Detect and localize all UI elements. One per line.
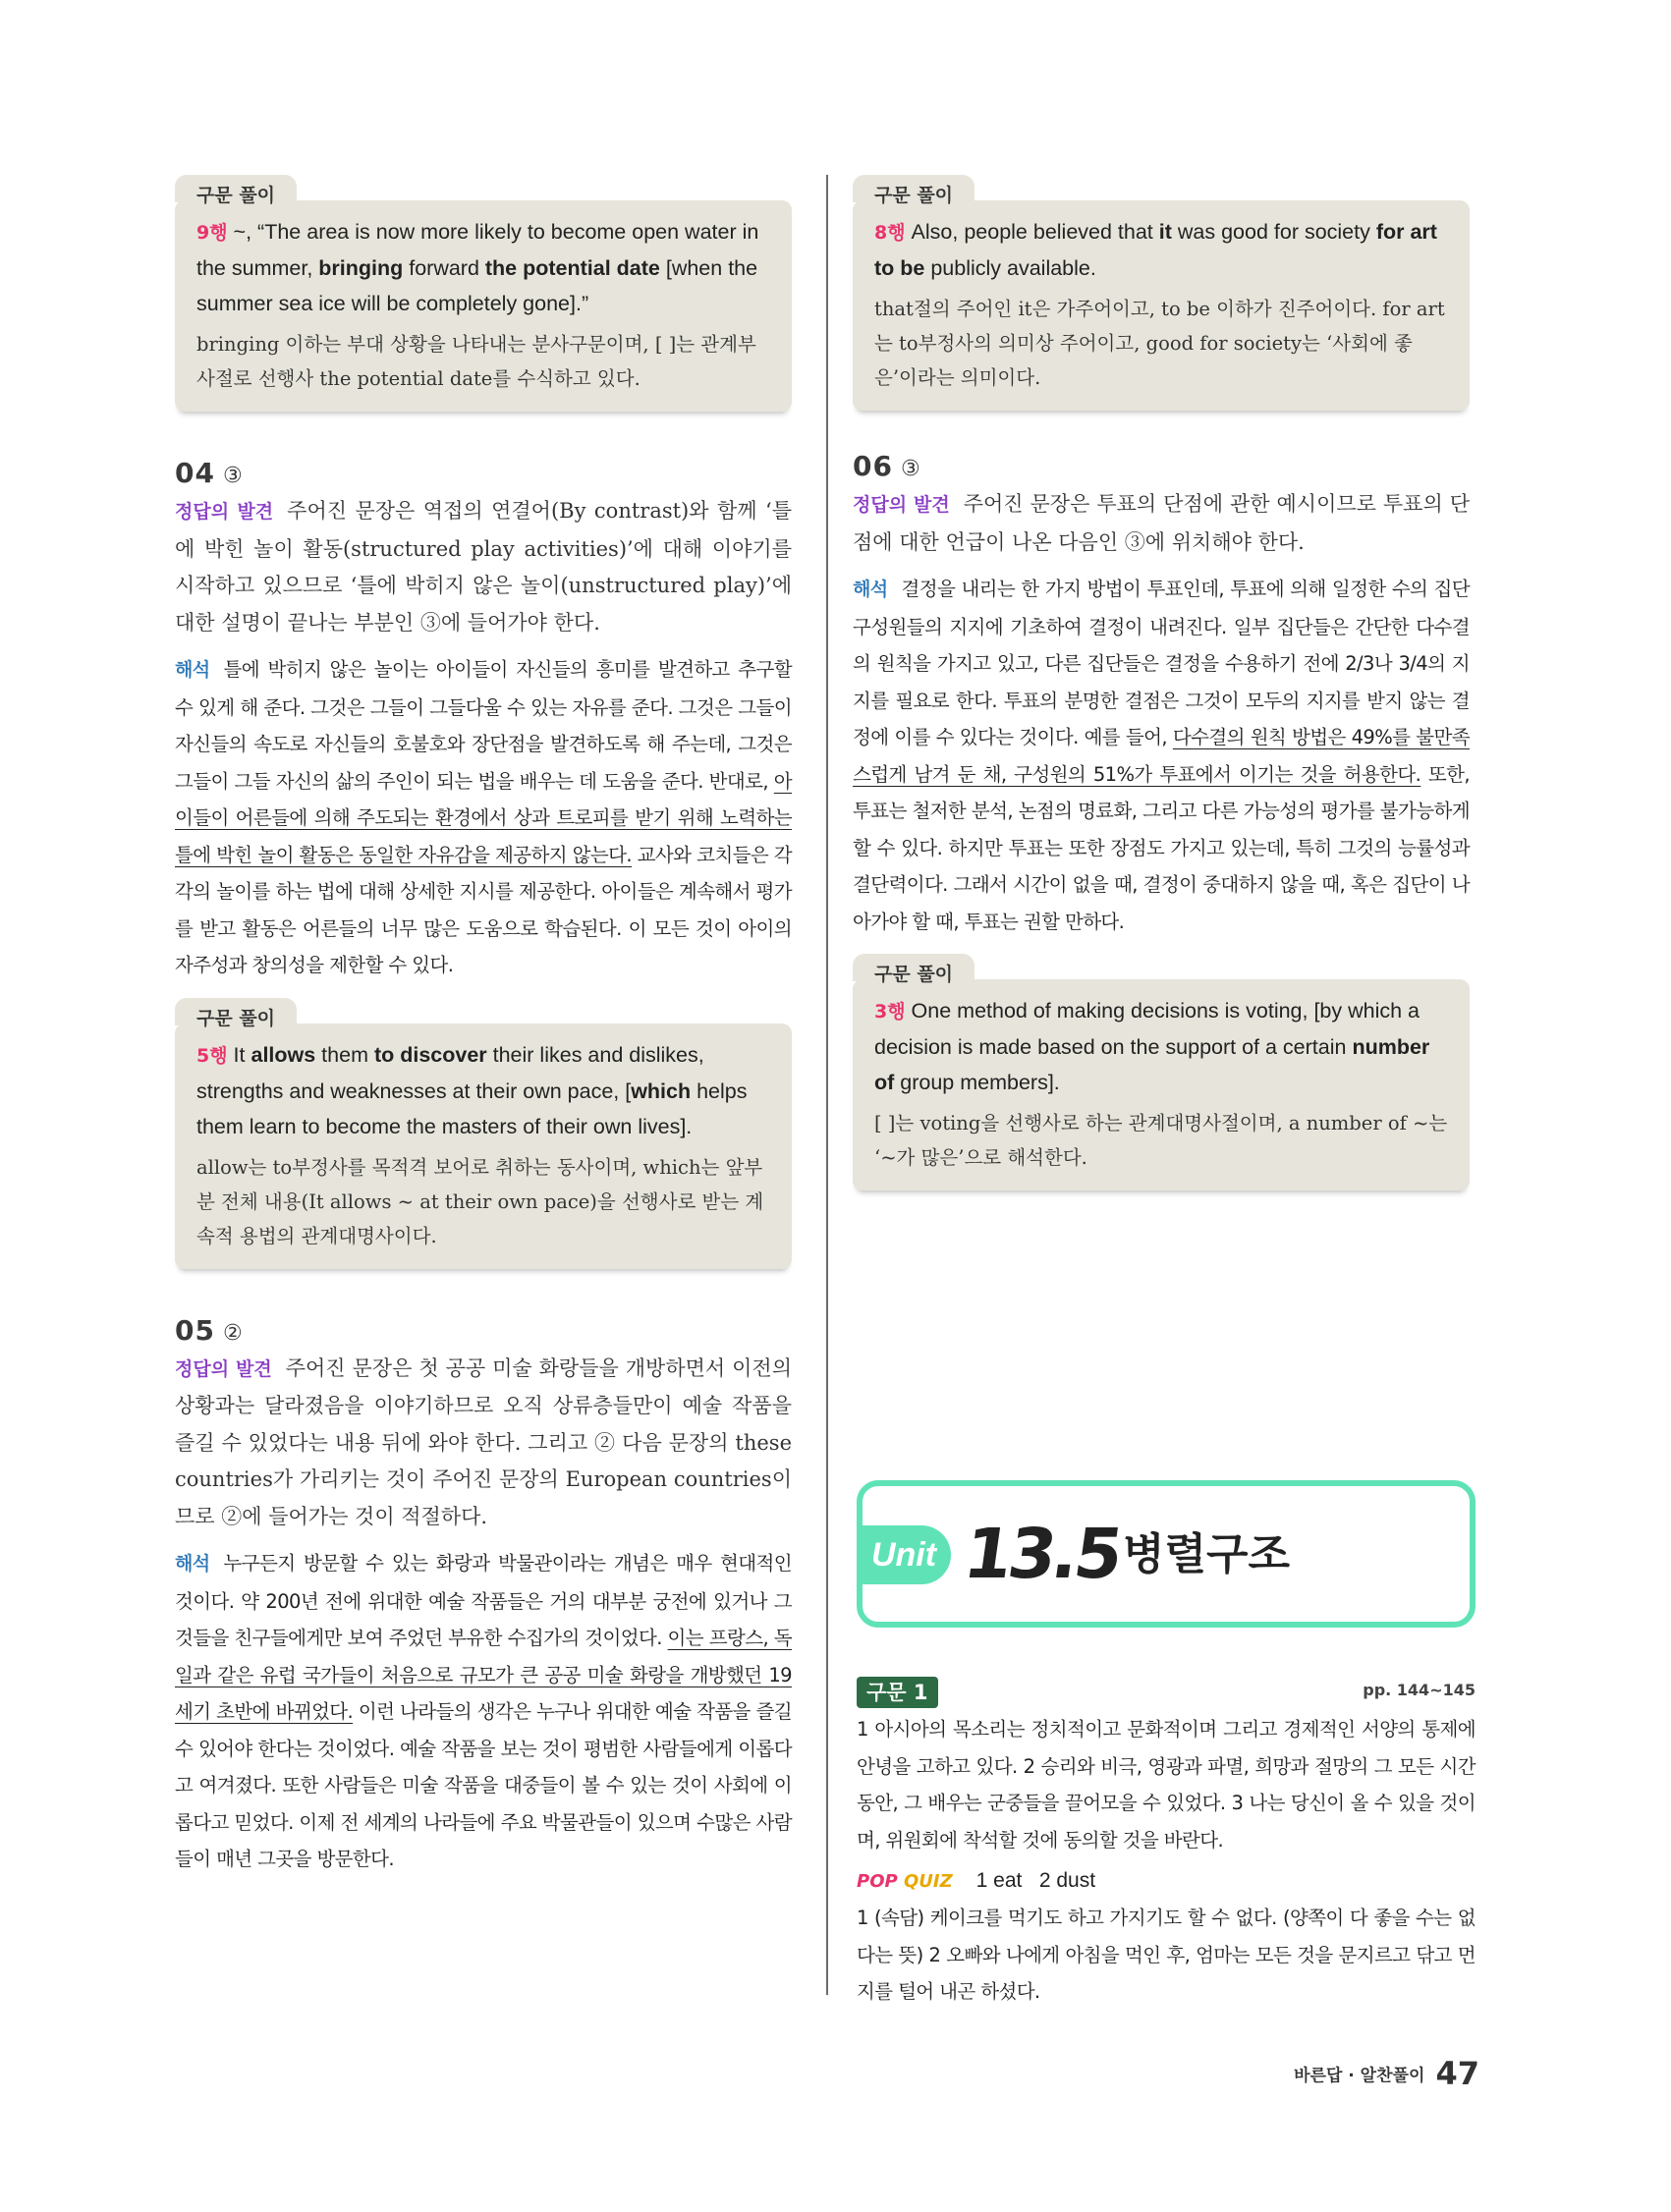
syntax-box-q05 bbox=[853, 185, 1470, 411]
syntax-box-label: 구문 풀이 bbox=[175, 998, 297, 1025]
pop-quiz-answer-text: 1 eat 2 dust bbox=[975, 1869, 1096, 1892]
unit-banner bbox=[857, 1480, 1476, 1628]
syntax-korean: allow는 to부정사를 목적격 보어로 취하는 동사이며, which는 앞부분 전체 내용(It allows ~ at their own pace)을 선행사로 받는 계속적 용법의 관계대명사이다. bbox=[196, 1155, 764, 1247]
eng-text: ~, “The area is now more likely to become open water in the summer, bbox=[196, 220, 759, 280]
syntax-box-q06 bbox=[853, 964, 1470, 1190]
pop-quiz-logo-a: POP bbox=[857, 1871, 898, 1892]
syntax-korean: bringing 이하는 부대 상황을 나타내는 분사구문이며, [ ]는 관계부사절로 선행사 the potential date를 수식하고 있다. bbox=[196, 333, 756, 390]
question-number: 05 bbox=[175, 1313, 215, 1347]
eng-bold: allows bbox=[251, 1042, 316, 1067]
translation bbox=[175, 1545, 792, 1878]
translation-underlined: 이는 프랑스, 독일과 같은 유럽 국가들이 처음으로 규모가 큰 공공 미술 화랑을 개방했던 19세기 초반에 바뀌었다. bbox=[175, 1627, 793, 1723]
page-reference: pp. 144~145 bbox=[1363, 1681, 1476, 1699]
find-label: 정답의 발견 bbox=[175, 1357, 272, 1380]
eng-bold: number of bbox=[874, 1035, 1430, 1094]
question-heading bbox=[175, 1314, 792, 1347]
footer-title: 바른답 · 알찬풀이 bbox=[1294, 2066, 1425, 2086]
syntax-english bbox=[196, 214, 770, 321]
pop-quiz-answers bbox=[857, 1862, 1476, 1900]
find-text: 주어진 문장은 투표의 단점에 관한 예시이므로 투표의 단점에 대한 언급이 나온 다음인 ③에 위치해야 한다. bbox=[853, 492, 1471, 554]
syntax-box-label: 구문 풀이 bbox=[853, 954, 975, 981]
syntax-box-label: 구문 풀이 bbox=[853, 175, 975, 202]
translation-text: 결정을 내리는 한 가지 방법이 투표인데, 투표에 의해 일정한 수의 집단 구성원들의 지지에 기초하여 결정이 내려진다. 일부 집단들은 간단한 다수결의 원칙을 가지고 있고, 다른 집단들은 결정을 수용하기 전에 2/3나 3/4의 지지를 필요로 한다. 투표의 분명한 결점은 그것이 모두의 지지를 받지 않는 결정에 이를 수 있다는 것이다. 예를 들어, bbox=[853, 578, 1470, 748]
syntax-english bbox=[874, 993, 1448, 1100]
eng-text: One method of making decisions is voting, [by which a decision is made based on the support of a certain bbox=[874, 999, 1420, 1059]
eng-text: [when the summer sea ice will be completely gone].” bbox=[196, 256, 758, 315]
line-number: 9행 bbox=[196, 222, 228, 244]
eng-text: helps them learn to become the masters of their own lives]. bbox=[196, 1078, 748, 1138]
translation-text: 이런 나라들의 생각은 누구나 위대한 예술 작품을 즐길 수 있어야 한다는 것이었다. 예술 작품을 보는 것이 평범한 사람들에게 이롭다고 여겨졌다. 또한 사람들은 미술 작품을 대중들이 볼 수 있는 것이 사회에 이롭다고 믿었다. 이제 전 세계의 나라들에 주요 박물관들이 있으며 수많은 사람들이 매년 그곳을 방문한다. bbox=[175, 1700, 792, 1870]
eng-bold: to discover bbox=[373, 1042, 487, 1067]
unit-pill: Unit bbox=[857, 1525, 951, 1584]
pop-quiz-logo-b: QUIZ bbox=[903, 1871, 953, 1892]
line-number: 8행 bbox=[874, 222, 906, 244]
eng-bold: for art to be bbox=[874, 220, 1437, 280]
eng-text: It bbox=[227, 1042, 251, 1067]
page-footer bbox=[1294, 2055, 1479, 2092]
unit-section bbox=[857, 1711, 1476, 2011]
translation bbox=[853, 571, 1470, 940]
line-number: 5행 bbox=[196, 1044, 228, 1067]
eng-text: forward bbox=[403, 256, 485, 280]
translation-underlined: 다수결의 원칙 방법은 49%를 불만족스럽게 남겨 둔 채, 구성원의 51%가 투표에서 이기는 것을 허용한다. bbox=[853, 726, 1470, 786]
answer-finding bbox=[853, 486, 1470, 561]
answer-mark: ② bbox=[222, 1320, 244, 1346]
eng-bold: the potential date bbox=[484, 256, 660, 280]
translation bbox=[175, 651, 792, 984]
syntax-english bbox=[196, 1037, 770, 1144]
translation-label: 해석 bbox=[175, 659, 210, 681]
eng-bold: which bbox=[631, 1078, 692, 1103]
translation-text: 누구든지 방문할 수 있는 화랑과 박물관이라는 개념은 매우 현대적인 것이다. 약 200년 전에 위대한 예술 작품들은 거의 대부분 궁전에 있거나 그것들을 친구들에게만 보여 주었던 부유한 수집가의 것이었다. bbox=[175, 1552, 792, 1649]
eng-bold: it bbox=[1158, 220, 1172, 244]
eng-text: publicly available. bbox=[924, 256, 1096, 280]
answer-mark: ③ bbox=[900, 457, 921, 481]
gumun-row bbox=[857, 1677, 1476, 1708]
find-label: 정답의 발견 bbox=[853, 494, 950, 516]
translation-text: 틀에 박히지 않은 놀이는 아이들이 자신들의 흥미를 발견하고 추구할 수 있게 해 준다. 그것은 그들이 그들다울 수 있는 자유를 준다. 그것은 그들이 자신들의 속도로 자신들의 호불호와 장단점을 발견하도록 해 주는데, 그것은 그들이 그들 자신의 삶의 주인이 되는 법을 배우는 데 도움을 준다. 반대로, bbox=[175, 658, 792, 793]
eng-bold: bringing bbox=[318, 256, 404, 280]
eng-text: was good for society bbox=[1171, 220, 1376, 244]
gumun-tag: 구문 1 bbox=[857, 1677, 938, 1708]
answer-mark: ③ bbox=[222, 464, 244, 488]
line-number: 3행 bbox=[874, 1001, 906, 1023]
syntax-box-label: 구문 풀이 bbox=[175, 175, 297, 202]
unit-title: 병렬구조 bbox=[1123, 1529, 1291, 1579]
find-label: 정답의 발견 bbox=[175, 501, 274, 523]
column-divider bbox=[826, 175, 828, 1995]
syntax-box-q03 bbox=[175, 185, 792, 412]
pop-quiz-logo bbox=[857, 1863, 953, 1900]
question-heading bbox=[175, 457, 792, 489]
find-text: 주어진 문장은 첫 공공 미술 화랑들을 개방하면서 이전의 상황과는 달라졌음을 이야기하므로 오직 상류층들만이 예술 작품을 즐길 수 있었다는 내용 뒤에 와야 한다. 그리고 ② 다음 문장의 these countries가 가리키는 것이 주어진 문장의 European countries이므로 ②에 들어가는 것이 적절하다. bbox=[175, 1355, 793, 1528]
eng-text: group members]. bbox=[894, 1071, 1060, 1094]
unit-number: 13.5 bbox=[959, 1514, 1125, 1594]
find-text: 주어진 문장은 역접의 연결어(By contrast)와 함께 ‘틀에 박힌 놀이 활동(structured play activities)’에 대해 이야기를 시작하고 있으므로 ‘틀에 박히지 않은 놀이(unstructured play)’에 대한 설명이 끝나는 부분인 ③에 들어가야 한다. bbox=[175, 499, 792, 635]
unit-translation: 1 아시아의 목소리는 정치적이고 문화적이며 그리고 경제적인 서양의 통제에 안녕을 고하고 있다. 2 승리와 비극, 영광과 파멸, 희망과 절망의 그 모든 시간 동안, 그 배우는 군중들을 끌어모을 수 있었다. 3 나는 당신이 올 수 있을 것이며, 위원회에 착석할 것에 동의할 것을 바란다. bbox=[857, 1718, 1476, 1852]
question-04 bbox=[175, 457, 792, 1269]
question-number: 04 bbox=[175, 457, 215, 489]
question-06 bbox=[853, 450, 1470, 1190]
translation-text: 교사와 코치들은 각각의 놀이를 하는 법에 대해 상세한 지시를 제공한다. 아이들은 계속해서 평가를 받고 활동은 어른들의 너무 많은 도움으로 학습된다. 이 모든 것이 아이의 자주성과 창의성을 제한할 수 있다. bbox=[175, 843, 792, 976]
translation-text: 또한, 투표는 철저한 분석, 논점의 명료화, 그리고 다른 가능성의 평가를 불가능하게 할 수 있다. 하지만 투표는 또한 장점도 가지고 있는데, 특히 그것의 능률성과 결단력이다. 그래서 시간이 없을 때, 결정이 중대하지 않을 때, 혹은 집단이 나아가야 할 때, 투표는 권할 만하다. bbox=[853, 762, 1471, 933]
syntax-korean: [ ]는 voting을 선행사로 하는 관계대명사절이며, a number of ~는 ‘~가 많은’으로 해석한다. bbox=[874, 1112, 1448, 1169]
syntax-box-q04 bbox=[175, 1007, 792, 1269]
eng-text: their likes and dislikes, strengths and weaknesses at their own pace, [ bbox=[196, 1042, 704, 1103]
question-05 bbox=[175, 1314, 792, 1878]
answer-finding bbox=[175, 493, 792, 641]
question-heading bbox=[853, 450, 1470, 482]
syntax-korean: that절의 주어인 it은 가주어이고, to be 이하가 진주어이다. for art는 to부정사의 의미상 주어이고, good for society는 ‘사회에 좋은’이라는 의미이다. bbox=[874, 298, 1445, 389]
eng-text: Also, people believed that bbox=[905, 220, 1159, 244]
translation-label: 해석 bbox=[175, 1553, 210, 1575]
pop-quiz-translation: 1 (속담) 케이크를 먹기도 하고 가지기도 할 수 없다. (양쪽이 다 좋을 수는 없다는 뜻) 2 오빠와 나에게 아침을 먹인 후, 엄마는 모든 것을 문지르고 닦고 먼지를 털어 내곤 하셨다. bbox=[857, 1907, 1476, 2003]
syntax-english bbox=[874, 214, 1448, 286]
page-number: 47 bbox=[1435, 2055, 1479, 2092]
left-column bbox=[175, 175, 792, 1878]
answer-finding bbox=[175, 1351, 792, 1536]
question-number: 06 bbox=[853, 450, 893, 482]
translation-label: 해석 bbox=[853, 579, 888, 600]
translation-underlined: 아이들이 어른들에 의해 주도되는 환경에서 상과 트로피를 받기 위해 노력하는 틀에 박힌 놀이 활동은 동일한 자유감을 제공하지 않는다. bbox=[175, 769, 792, 866]
right-column bbox=[853, 175, 1470, 1190]
eng-text: them bbox=[315, 1042, 374, 1067]
